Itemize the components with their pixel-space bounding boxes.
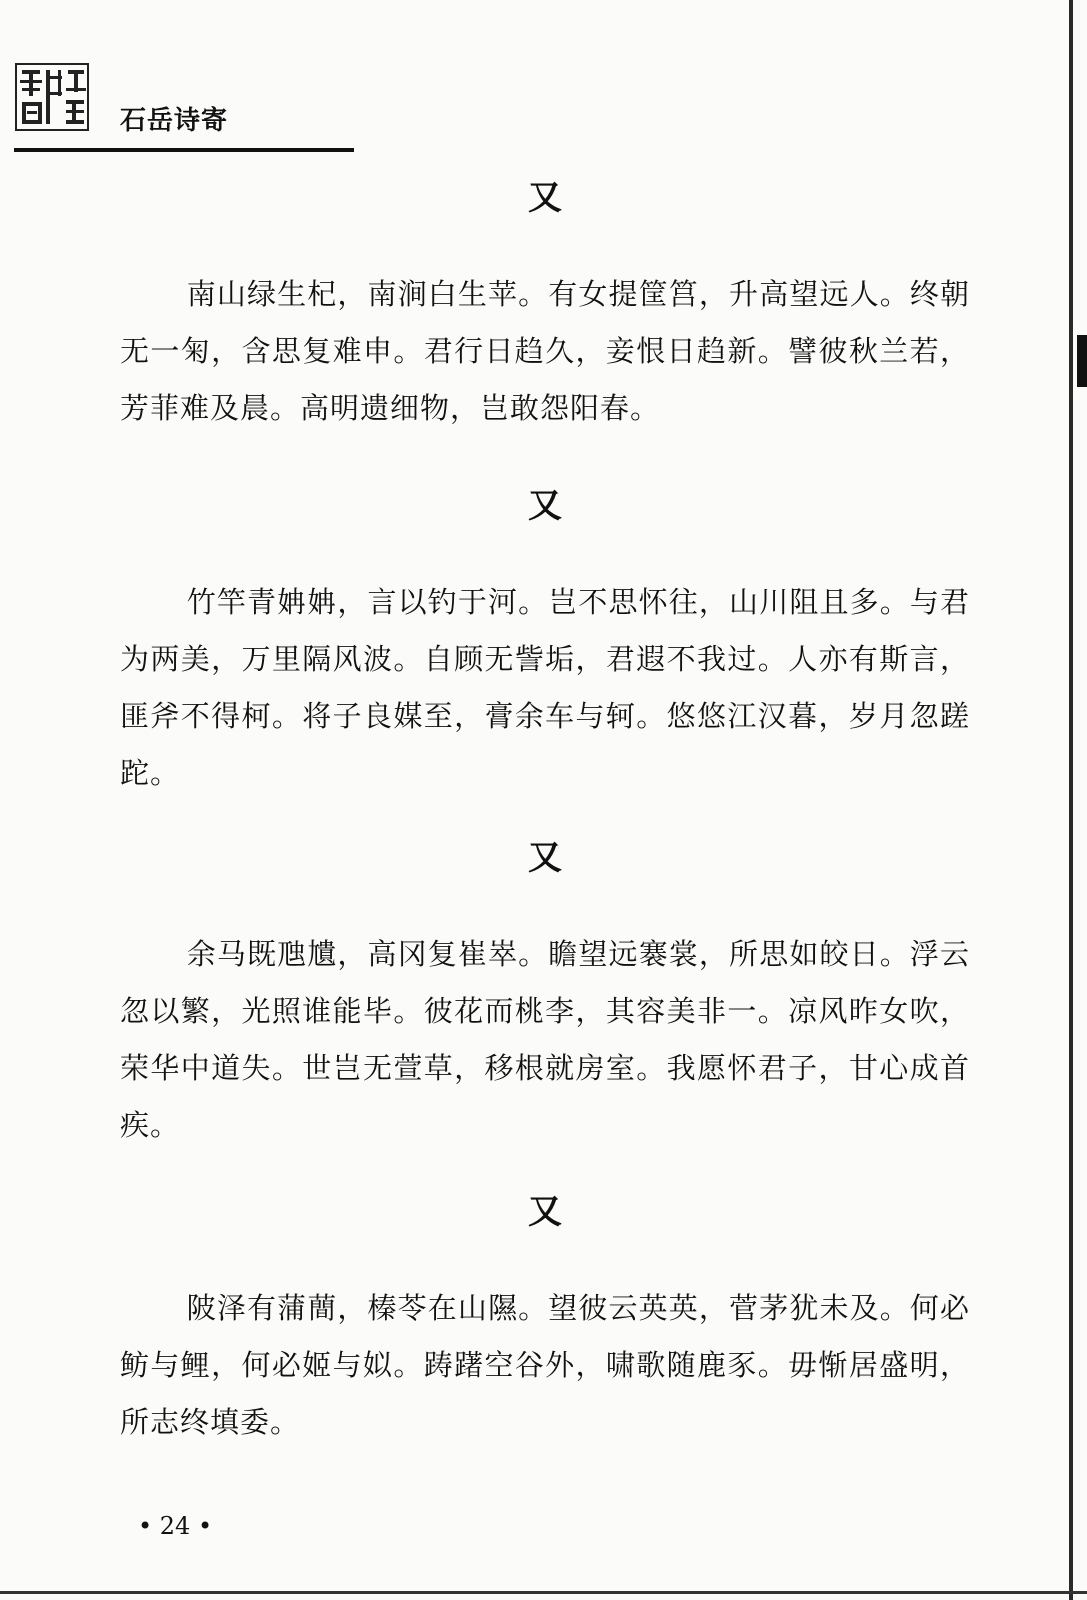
page-number: • 24 •	[138, 1512, 213, 1540]
poem-text: 陂泽有蒲蕳，榛苓在山隰。望彼云英英，菅茅犹未及。何必鲂与鲤，何必姬与姒。踌躇空谷外，啸歌随鹿豕。毋惭居盛明，所志终填委。	[120, 1291, 970, 1439]
book-title: 石岳诗寄	[120, 106, 229, 136]
running-header	[14, 62, 354, 154]
scan-edge-right	[1069, 0, 1073, 1600]
seal-stamp-logo	[14, 62, 90, 132]
scan-margin-mark	[1077, 335, 1087, 387]
header-rule	[14, 148, 354, 152]
poem-section	[120, 484, 970, 802]
poem-text: 南山绿生杞，南涧白生苹。有女提筐筥，升高望远人。终朝无一匊，含思复难申。君行日趋久，妾恨日趋新。譬彼秋兰若，芳菲难及晨。高明遗细物，岂敢怨阳春。	[120, 277, 970, 425]
poem-title: 又	[528, 1192, 562, 1232]
poem-text: 竹竿青姌姌，言以钓于河。岂不思怀往，山川阻且多。与君为两美，万里隔风波。自顾无訾垢，君遐不我过。人亦有斯言，匪斧不得柯。将子良媒至，膏余车与轲。悠悠江汉暮，岁月忽蹉跎。	[120, 585, 970, 790]
poem-section	[120, 836, 970, 1154]
poem-title: 又	[528, 178, 562, 218]
poem-section	[120, 176, 970, 437]
poem-text: 余马既虺尵，高冈复崔崒。瞻望远褰裳，所思如皎日。浮云忽以繁，光照谁能毕。彼花而桃李，其容美非一。凉风昨女吹，荣华中道失。世岂无萱草，移根就房室。我愿怀君子，甘心成首疾。	[120, 937, 970, 1142]
poem-title: 又	[528, 838, 562, 878]
poem-section	[120, 1190, 970, 1451]
poem-title: 又	[528, 486, 562, 526]
scan-edge-bottom	[0, 1591, 1087, 1594]
